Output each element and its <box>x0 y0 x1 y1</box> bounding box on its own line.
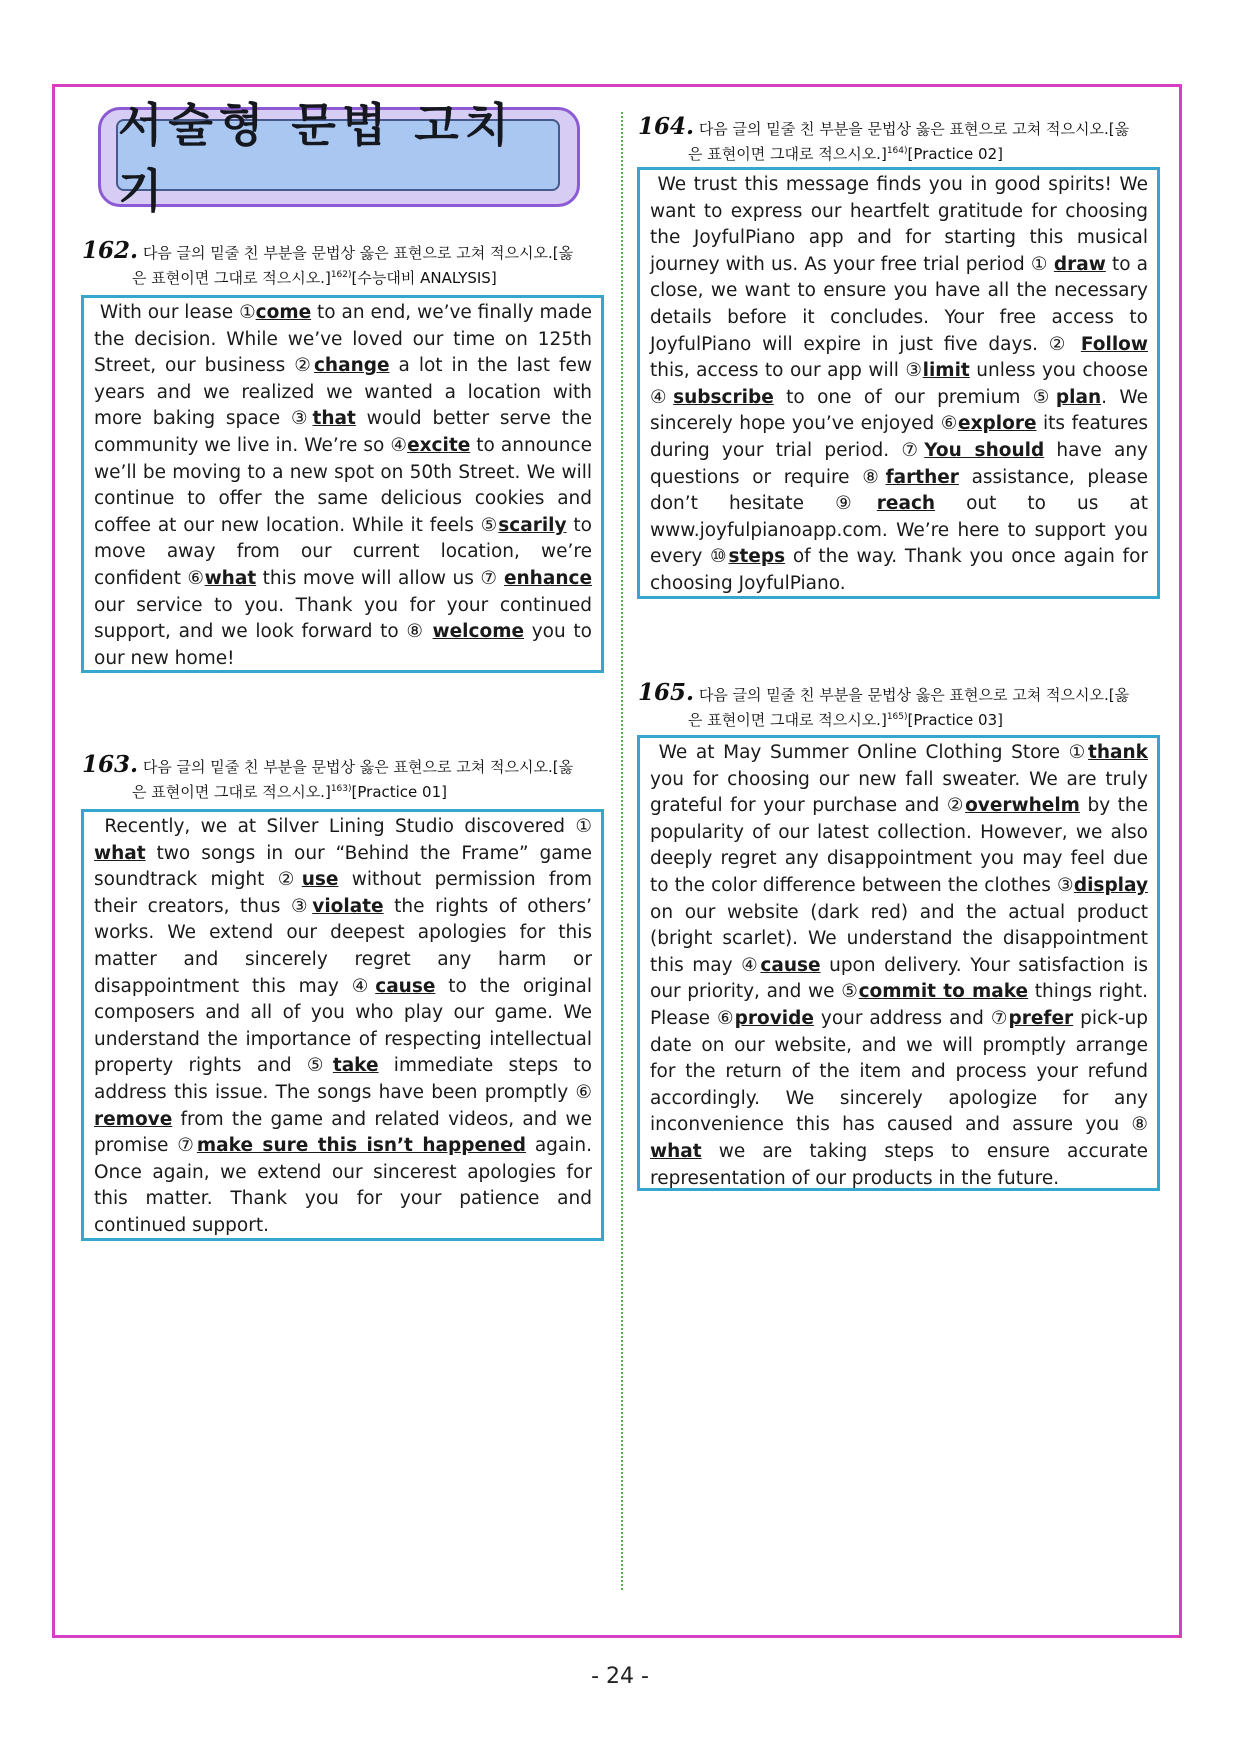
question-header-162 <box>82 237 612 289</box>
passage-text: Recently, we at Silver Lining Studio discovered ① what two songs in our “Behind the Frame” game soundtrack might ②use without permission from their creators, thus ③violate the rights of others’ works. We extend our deepest apologies for this matter and sincerely regret any harm or disappointment this may ④cause to the original composers and all of you who play our game. We understand the importance of respecting intellectual property rights and ⑤take immediate steps to address this issue. The songs have been promptly ⑥ remove from the game and related videos, and we promise ⑦make sure this isn’t happened again. Once again, we extend our sincerest apologies for this matter. Thank you for your patience and continued support. <box>94 816 593 1236</box>
underlined-target: come <box>255 302 312 323</box>
column-divider <box>621 112 623 1590</box>
underlined-target: scarily <box>498 514 567 536</box>
question-source: [Practice 01] <box>351 783 447 801</box>
underlined-target: You should <box>924 439 1045 461</box>
footnote-marker: 164) <box>886 146 908 156</box>
passage-box-162 <box>81 295 604 673</box>
passage-box-164 <box>637 167 1160 599</box>
question-instruction-cont: 은 표현이면 그대로 적으시오.] <box>688 145 887 163</box>
underlined-target: reach <box>876 493 936 515</box>
underlined-target: what <box>650 1140 702 1162</box>
question-instruction: 다음 글의 밑줄 친 부분을 문법상 옳은 표현으로 고쳐 적으시오.[옳 <box>142 758 574 776</box>
passage-text: We trust this message finds you in good spirits! We want to express our heartfelt gratitude for choosing the JoyfulPiano app and for starting this musical journey with us. As your free trial period ① draw to a close, we want to ensure you have all the necessary details before it concludes. Your free access to JoyfulPiano will expire in just five days. ② Follow this, access to our app will ③limit unless you choose ④subscribe to one of our premium ⑤plan. We sincerely hope you’ve enjoyed ⑥explore its features during your trial period. ⑦You should have any questions or require ⑧farther assistance, please don’t hesitate ⑨reach out to us at www.joyfulpianoapp.com. We’re here to support you every ⑩steps of the way. Thank you once again for choosing JoyfulPiano. <box>650 174 1148 594</box>
underlined-target: change <box>313 355 390 377</box>
underlined-target: commit to make <box>858 981 1029 1003</box>
footnote-marker: 165) <box>886 712 908 722</box>
underlined-target: thank <box>1088 742 1148 763</box>
page-number: - 24 - <box>591 1664 649 1689</box>
underlined-target: overwhelm <box>965 795 1080 817</box>
question-instruction-cont: 은 표현이면 그대로 적으시오.] <box>132 783 331 801</box>
underlined-target: cause <box>760 954 821 976</box>
underlined-target: violate <box>312 895 384 917</box>
underlined-target: make sure this isn’t happened <box>196 1135 526 1157</box>
passage-text: With our lease ①come to an end, we’ve finally made the decision. While we’ve loved our time on 125th Street, our business ②change a lot in the last few years and we realized we wanted a location with more baking space ③that would better serve the community we live in. We’re so ④excite to announce we’ll be moving to a new spot on 50th Street. We will continue to offer the same delicious cookies and coffee at our new location. While it feels ⑤scarily to move away from our current location, we’re confident ⑥what this move will allow us ⑦ enhance our service to you. Thank you for your continued support, and we look forward to ⑧ welcome you to our new home! <box>94 302 593 669</box>
underlined-target: farther <box>885 466 959 488</box>
underlined-target: enhance <box>503 567 593 589</box>
underlined-target: use <box>301 869 339 891</box>
underlined-target: excite <box>407 434 471 456</box>
question-header-163 <box>82 751 612 803</box>
question-number: 162. <box>82 237 139 264</box>
question-source: [Practice 02] <box>907 145 1003 163</box>
underlined-target: plan <box>1055 386 1102 408</box>
passage-text: We at May Summer Online Clothing Store ①thank you for choosing our new fall sweater. We are truly grateful for your purchase and ②overwhelm by the popularity of our latest collection. However, we also deeply regret any disappointment you may feel due to the color difference between the clothes ③display on our website (dark red) and the actual product (bright scarlet). We understand the disappointment this may ④cause upon delivery. Your satisfaction is our priority, and we ⑤commit to make things right. Please ⑥provide your address and ⑦prefer pick-up date on our website, and we will promptly arrange for the return of the item and process your refund accordingly. We sincerely apologize for any inconvenience this has caused and assure you ⑧ what we are taking steps to ensure accurate representation of our products in the future. <box>650 742 1148 1189</box>
underlined-target: welcome <box>432 621 525 643</box>
footnote-marker: 162) <box>330 270 352 280</box>
underlined-target: take <box>332 1055 379 1077</box>
question-header-164 <box>638 113 1170 165</box>
question-instruction-cont: 은 표현이면 그대로 적으시오.] <box>132 269 331 287</box>
underlined-target: that <box>312 408 356 430</box>
footnote-marker: 163) <box>330 784 352 794</box>
underlined-target: provide <box>734 1007 814 1029</box>
question-header-165 <box>638 679 1170 731</box>
underlined-target: remove <box>94 1108 173 1130</box>
passage-box-165 <box>637 735 1160 1191</box>
passage-box-163 <box>81 809 604 1241</box>
question-number: 165. <box>638 679 695 706</box>
question-instruction: 다음 글의 밑줄 친 부분을 문법상 옳은 표현으로 고쳐 적으시오.[옳 <box>698 686 1130 704</box>
underlined-target: steps <box>728 546 786 568</box>
underlined-target: what <box>94 842 146 864</box>
underlined-target: subscribe <box>673 386 774 408</box>
underlined-target: Follow <box>1080 333 1148 355</box>
underlined-target: display <box>1073 874 1148 896</box>
underlined-target: what <box>204 567 257 589</box>
page-title: 서술형 문법 고치기 <box>118 98 516 218</box>
underlined-target: limit <box>922 360 970 382</box>
title-banner-inner <box>116 98 560 218</box>
question-instruction-cont: 은 표현이면 그대로 적으시오.] <box>688 711 887 729</box>
underlined-target: cause <box>375 975 436 997</box>
question-instruction: 다음 글의 밑줄 친 부분을 문법상 옳은 표현으로 고쳐 적으시오.[옳 <box>142 244 574 262</box>
underlined-target: explore <box>958 413 1037 435</box>
question-number: 163. <box>82 751 139 778</box>
question-instruction: 다음 글의 밑줄 친 부분을 문법상 옳은 표현으로 고쳐 적으시오.[옳 <box>698 120 1130 138</box>
question-source: [수능대비 ANALYSIS] <box>351 269 497 287</box>
question-number: 164. <box>638 113 695 140</box>
underlined-target: prefer <box>1008 1007 1074 1029</box>
question-source: [Practice 03] <box>907 711 1003 729</box>
underlined-target: draw <box>1053 253 1106 275</box>
